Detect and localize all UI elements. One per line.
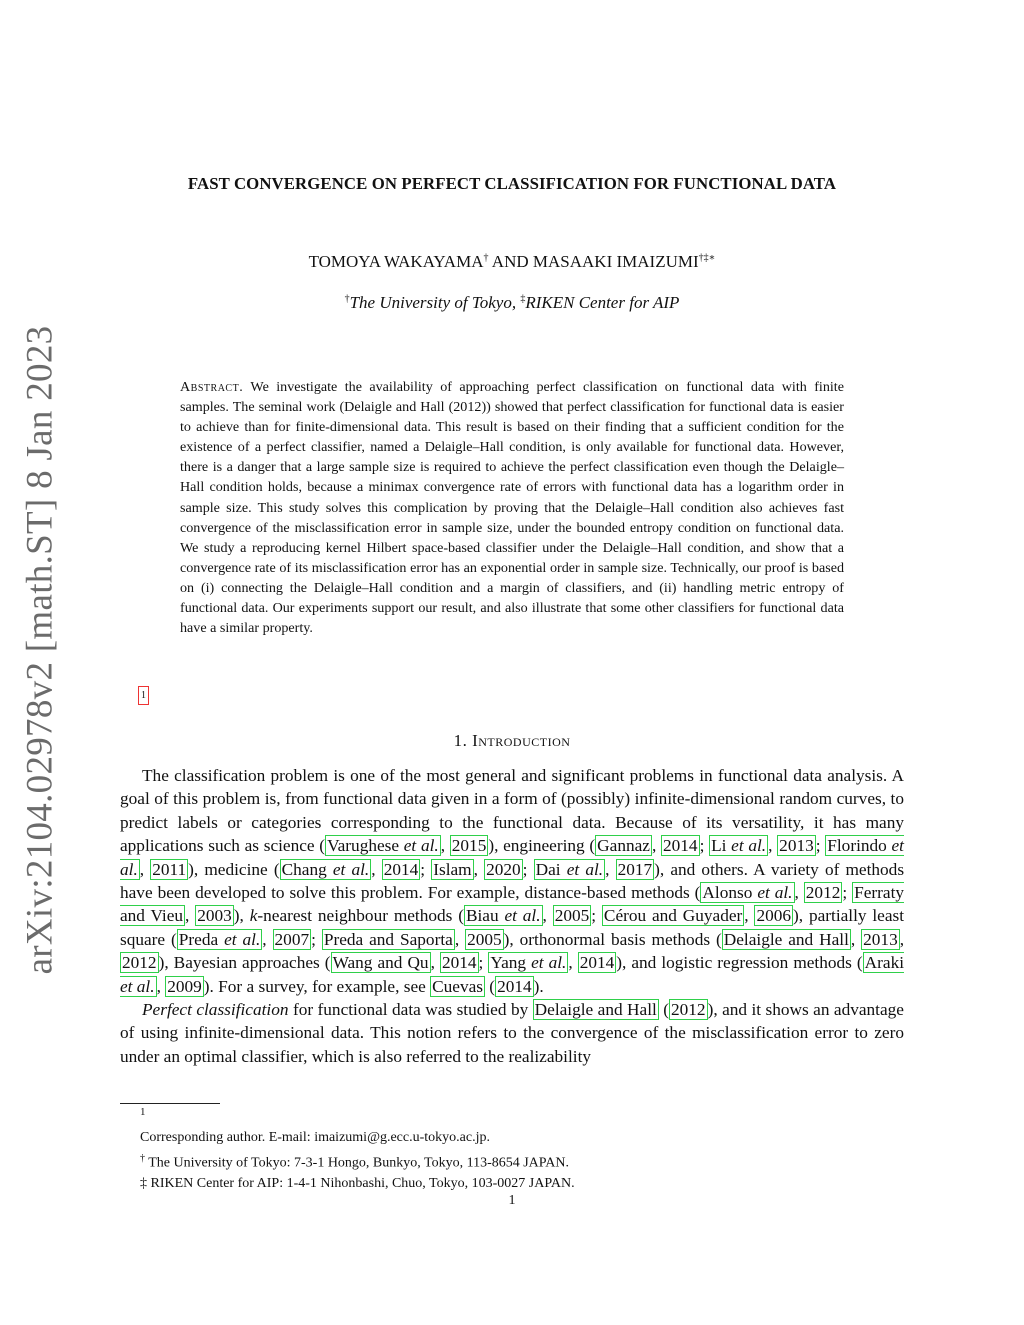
math-variable: k bbox=[249, 906, 258, 926]
citation-link[interactable]: Islam bbox=[433, 859, 472, 879]
author-joiner: AND bbox=[488, 252, 533, 271]
citation-year-link[interactable]: 2013 bbox=[779, 836, 814, 856]
citation-year-link[interactable]: 2014 bbox=[383, 859, 419, 879]
citation-year-link[interactable]: 2017 bbox=[617, 859, 653, 879]
text-run: ), engineering ( bbox=[488, 836, 596, 856]
footnote-mark: † bbox=[140, 1152, 145, 1164]
citation-link[interactable] bbox=[488, 952, 568, 973]
footnote-rule bbox=[120, 1103, 220, 1104]
footnote-text: The University of Tokyo: 7-3-1 Hongo, Bunkyo, Tokyo, 113-8654 JAPAN. bbox=[145, 1155, 570, 1171]
emphasis-term: Perfect classification bbox=[142, 1000, 289, 1020]
et-al: et al. bbox=[757, 883, 793, 903]
footnote-number: 1 bbox=[140, 1106, 146, 1118]
citation-year-link[interactable]: 2012 bbox=[122, 953, 157, 973]
footnote-line: Corresponding author. E-mail: imaizumi@g.ecc.u-tokyo.ac.jp. bbox=[140, 1130, 490, 1145]
footnote-line bbox=[140, 1174, 575, 1195]
text-run: ), and others. A variety of methods have been developed to solve this problem. For example, distance-based methods ( bbox=[120, 859, 905, 903]
et-al: et al. bbox=[332, 859, 370, 879]
citation-author: Li bbox=[711, 836, 727, 856]
text-run: ), orthonormal basis methods ( bbox=[503, 929, 722, 949]
et-al: et al. bbox=[224, 929, 261, 949]
author-2: MASAAKI IMAIZUMI bbox=[532, 252, 699, 271]
section-number: 1. bbox=[453, 731, 468, 750]
citation-link[interactable]: Delaigle and Hall bbox=[723, 929, 849, 949]
section-title: Introduction bbox=[472, 731, 571, 750]
citation-link[interactable] bbox=[700, 882, 794, 903]
citation-year-link[interactable]: 2014 bbox=[497, 976, 532, 996]
text-run: ), medicine ( bbox=[188, 859, 280, 879]
abstract bbox=[180, 377, 844, 638]
citation-link[interactable] bbox=[177, 929, 262, 950]
footnote-link-box[interactable]: 1 bbox=[138, 686, 149, 705]
citation-year-link[interactable]: 2003 bbox=[197, 906, 232, 926]
citation-link[interactable] bbox=[325, 835, 441, 856]
author-line bbox=[100, 252, 924, 272]
citation-link[interactable] bbox=[464, 905, 543, 926]
citation-author: Dai bbox=[535, 859, 561, 879]
intro-paragraph-2: Perfect classification for functional data was studied by Delaigle and Hall ( 2012 ), and it shows an advantage of using infinite-dimensional data. This notion refers to the convergence of the misclassification error to zero under an optimal classifier, which is also referred to the realizability bbox=[120, 1000, 904, 1066]
page-number: 1 bbox=[508, 1193, 516, 1208]
citation-author: Alonso bbox=[702, 883, 753, 903]
citation-link[interactable]: Gannaz bbox=[597, 836, 650, 856]
footnote-text: RIKEN Center for AIP: 1-4-1 Nihonbashi, Chuo, Tokyo, 103-0027 JAPAN. bbox=[147, 1175, 575, 1191]
arxiv-side-stamp bbox=[18, 325, 62, 975]
body-text bbox=[120, 764, 904, 1068]
et-al: et al. bbox=[504, 906, 541, 926]
citation-link[interactable]: Cérou and Guyader bbox=[603, 906, 743, 926]
citation-year-link[interactable]: 2014 bbox=[579, 953, 615, 973]
affiliation-mark-2: ‡ bbox=[520, 293, 526, 305]
citation-author: Varughese bbox=[327, 836, 400, 856]
citation-link[interactable] bbox=[534, 859, 605, 880]
affiliation-line bbox=[100, 293, 924, 313]
text-run: ), Bayesian approaches ( bbox=[158, 953, 331, 973]
citation-link[interactable]: Ferraty and Vieu bbox=[120, 883, 905, 926]
et-al: et al. bbox=[403, 836, 439, 856]
author-1: TOMOYA WAKAYAMA bbox=[308, 252, 484, 271]
citation-year-link[interactable]: 2014 bbox=[663, 836, 698, 856]
citation-year-link[interactable]: 2012 bbox=[671, 1000, 706, 1020]
citation-link[interactable]: Delaigle and Hall bbox=[534, 1000, 657, 1020]
text-run: The classification problem is one of the most general and significant problems in functional data analysis. A goal of this problem is, from functional data given in a form of (possibly) infinite-dimensional random curves, to predict labels or categories corresponding to the functional data. Because of its versatility, it has many applications such as science ( bbox=[120, 766, 904, 856]
text-run: ). For a survey, for example, see bbox=[203, 976, 431, 996]
text-run: for functional data was studied by bbox=[288, 1000, 533, 1020]
et-al: et al. bbox=[731, 836, 767, 856]
citation-link[interactable]: Wang and Qu bbox=[332, 953, 429, 973]
arxiv-identifier: arXiv:2104.02978v2 [math.ST] 8 Jan 2023 bbox=[19, 325, 61, 975]
affiliation-2: RIKEN Center for AIP bbox=[525, 293, 680, 312]
text-run: ), and it shows an advantage of using infinite-dimensional data. This notion refers to the convergence of the misclassification error to zero under an optimal classifier, which is also referred to the realizability bbox=[120, 1000, 904, 1066]
citation-year-link[interactable]: 2020 bbox=[486, 859, 521, 879]
citation-year-link[interactable]: 2014 bbox=[441, 953, 477, 973]
footnote-line bbox=[140, 1149, 575, 1174]
footnote-mark: ‡ bbox=[140, 1175, 147, 1191]
citation-link[interactable] bbox=[709, 835, 768, 856]
intro-paragraph-1: The classification problem is one of the most general and significant problems in functional data analysis. A goal of this problem is, from functional data given in a form of (possibly) infinite-dimensional random curves, to predict labels or categories corresponding to the functional data. Because of its versatility, it has many applications such as science ( Varughese et al. , 2015 ), engineering ( Gannaz , 2014 ; Li et al. , 2013 ; Florindo et al. , 2011 ), medicine ( Chang et al. , 2014 ; Islam , 2020 ; Dai et al. , 2017 ), and others. A variety of methods have been developed to solve this problem. For example, distance-based methods ( Alonso et al. , 2012 ; Ferraty and Vieu , 2003 ), k-nearest neighbour methods ( Biau et al. , 2005 ; Cérou and Guyader , 2006 ), partially least square ( Preda et al. , 2007 ; Preda and Saporta , 2005 ), orthonormal basis methods ( Delaigle and Hall , 2013 , 2012 ), Bayesian approaches ( Wang and Qu , 2014 ; Yang et al. , 2014 ), and logistic regression methods ( Araki et al. , 2009 ). For a survey, for example, see Cuevas ( 2014 ). bbox=[120, 766, 905, 996]
paper-title: FAST CONVERGENCE ON PERFECT CLASSIFICATION FOR FUNCTIONAL DATA bbox=[187, 174, 837, 193]
text-run: ). bbox=[533, 976, 544, 996]
author-1-mark: † bbox=[483, 252, 489, 264]
citation-year-link[interactable]: 2012 bbox=[805, 883, 841, 903]
citation-year-link[interactable]: 2013 bbox=[863, 929, 898, 949]
et-al: et al. bbox=[120, 836, 904, 879]
citation-link[interactable]: Preda and Saporta bbox=[323, 929, 453, 949]
citation-year-link[interactable]: 2011 bbox=[152, 859, 187, 879]
citation-year-link[interactable]: 2009 bbox=[167, 976, 202, 996]
et-al: et al. bbox=[566, 859, 604, 879]
affiliation-1: The University of Tokyo, bbox=[349, 293, 521, 312]
citation-year-link[interactable]: 2005 bbox=[554, 906, 590, 926]
text-run: ), bbox=[233, 906, 244, 926]
citation-year-link[interactable]: 2007 bbox=[274, 929, 310, 949]
citation-author: Preda bbox=[178, 929, 219, 949]
citation-author: Araki bbox=[864, 953, 905, 973]
citation-year-link[interactable]: 2005 bbox=[467, 929, 502, 949]
section-heading bbox=[100, 731, 924, 751]
citation-author: Chang bbox=[281, 859, 327, 879]
citation-year-link[interactable]: 2015 bbox=[451, 836, 487, 856]
citation-author: Florindo bbox=[827, 836, 887, 856]
text-run: ), partially least square ( bbox=[120, 906, 905, 949]
citation-year-link[interactable]: 2006 bbox=[756, 906, 792, 926]
affiliation-mark-1: † bbox=[344, 293, 350, 305]
et-al: et al. bbox=[531, 953, 567, 973]
abstract-text: We investigate the availability of approaching perfect classification on functional data with finite samples. The seminal work (Delaigle and Hall (2012)) showed that perfect classification for functional data is easier to achieve than for finite-dimensional data. This result is based on their finding that a sufficient condition for the existence of a perfect classifier, named a Delaigle–Hall condition, is only available for functional data. However, there is a danger that a large sample size is required to achieve the perfect classification even though the Delaigle–Hall condition holds, because a minimax convergence rate of errors with functional data has a logarithm order in sample size. This study solves this complication by proving that the Delaigle–Hall condition also achieves fast convergence of the misclassification error in sample size, under the bounded entropy condition on functional data. We study a reproducing kernel Hilbert space-based classifier under the Delaigle–Hall condition, and show that a convergence rate of its misclassification error has an exponential order in sample size. Technically, our proof is based on (i) connecting the Delaigle–Hall condition and a margin of classifiers, and (ii) handling metric entropy of functional data. Our experiments support our result, and also illustrate that some other classifiers for functional data have a similar property. bbox=[180, 379, 844, 637]
citation-link[interactable]: Cuevas bbox=[432, 976, 483, 996]
text-run: ), and logistic regression methods ( bbox=[616, 953, 863, 973]
author-2-mark: †‡∗ bbox=[698, 252, 716, 264]
et-al: et al. bbox=[120, 976, 155, 996]
citation-link[interactable] bbox=[280, 859, 372, 880]
footnotes bbox=[140, 1128, 575, 1194]
abstract-label: Abstract. bbox=[180, 379, 244, 395]
citation-author: Biau bbox=[465, 906, 499, 926]
text-run: -nearest neighbour methods ( bbox=[257, 906, 464, 926]
citation-author: Yang bbox=[490, 953, 527, 973]
